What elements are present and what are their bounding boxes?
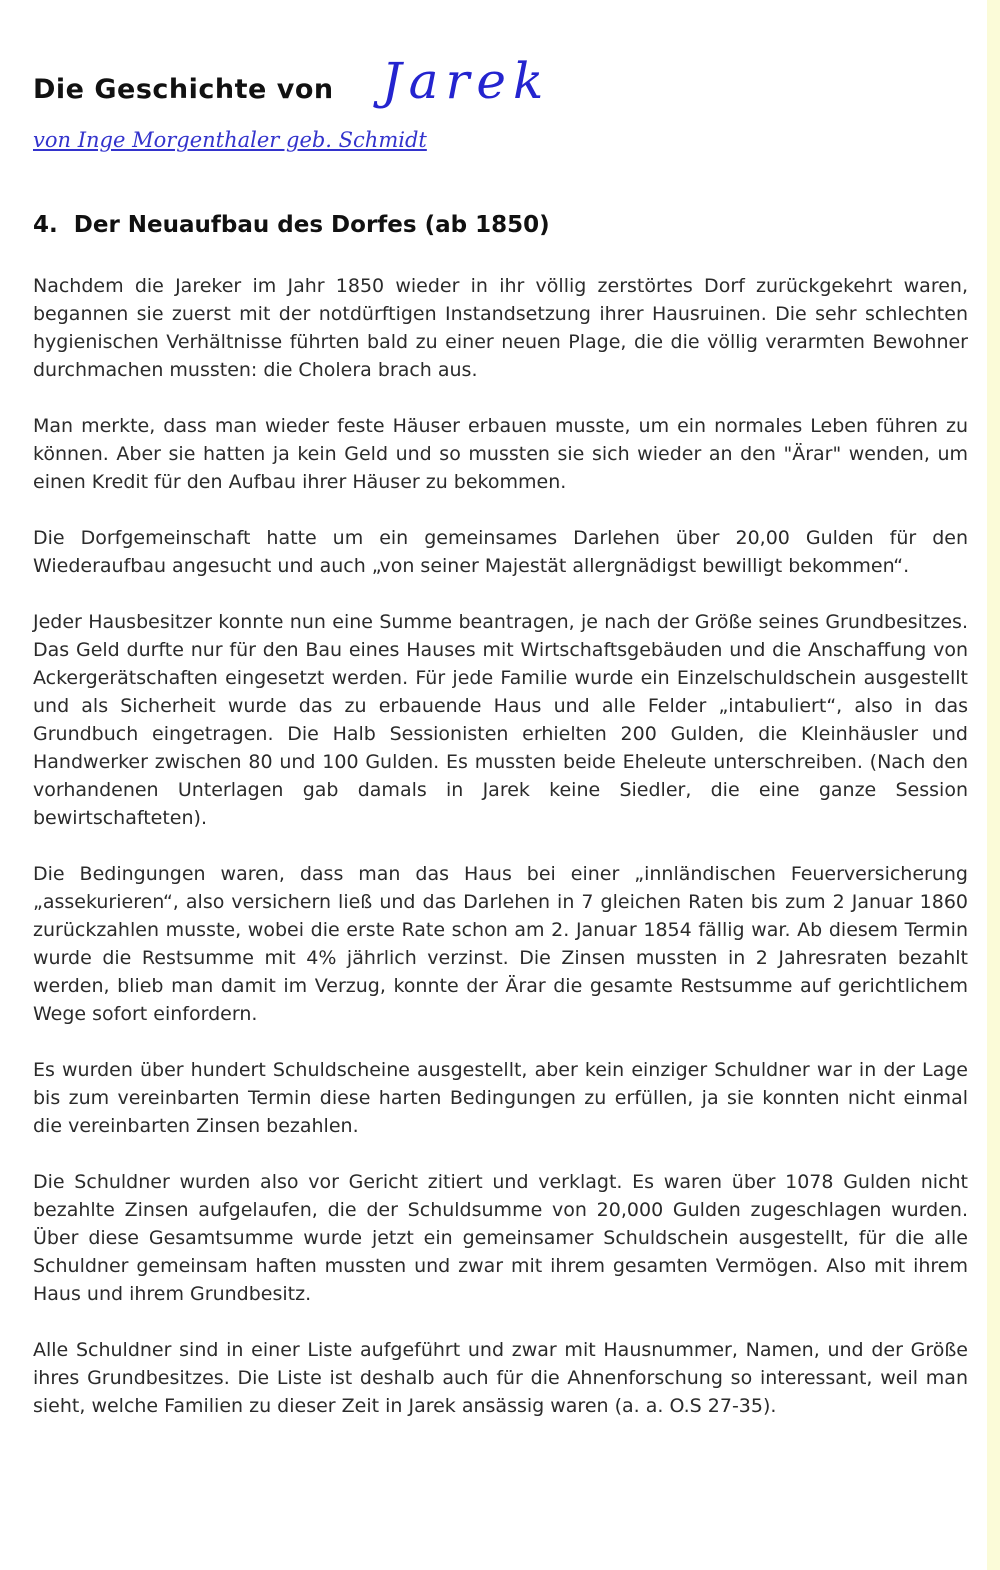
title-prefix: Die Geschichte von — [33, 74, 334, 105]
title-name: Jarek — [381, 52, 551, 110]
body-paragraph: Alle Schuldner sind in einer Liste aufgeführt und zwar mit Hausnummer, Namen, und der Größe ihres Grundbesitzes. Die Liste ist deshalb auch für die Ahnenforschung so interessant, weil man sieht, welche Familien zu dieser Zeit in Jarek ansässig waren (a. a. O.S 27-35). — [33, 1339, 968, 1417]
body-paragraph: Es wurden über hundert Schuldscheine ausgestellt, aber kein einziger Schuldner war in der Lage bis zum vereinbarten Termin diese harten Bedingungen zu erfüllen, ja sie konnten nicht einmal die vereinbarten Zinsen bezahlen. — [33, 1059, 968, 1137]
body-paragraph: Man merkte, dass man wieder feste Häuser erbauen musste, um ein normales Leben führen zu können. Aber sie hatten ja kein Geld und so mussten sie sich wieder an den "Ärar" wenden, um einen Kredit für den Aufbau ihrer Häuser zu bekommen. — [33, 415, 968, 493]
body-paragraph: Jeder Hausbesitzer konnte nun eine Summe beantragen, je nach der Größe seines Grundbesitzes. Das Geld durfte nur für den Bau eines Hauses mit Wirtschaftsgebäuden und die Anschaffung von Ackergerätschaften eingesetzt werden. Für jede Familie wurde ein Einzelschuldschein ausgestellt und als Sicherheit wurde das zu erbauende Haus und alle Felder „intabuliert“, also in das Grundbuch eingetragen. Die Halb Sessionisten erhielten 200 Gulden, die Kleinhäusler und Handwerker zwischen 80 und 100 Gulden. Es mussten beide Eheleute unterschreiben. (Nach den vorhandenen Unterlagen gab damals in Jarek keine Siedler, die eine ganze Session bewirtschafteten). — [33, 611, 968, 829]
byline-author-link[interactable]: von Inge Morgenthaler geb. Schmidt — [33, 128, 427, 152]
body-paragraph: Die Bedingungen waren, dass man das Haus bei einer „innländischen Feuerversicherung „assekurieren“, also versichern ließ und das Darlehen in 7 gleichen Raten bis zum 2 Januar 1860 zurückzahlen musste, wobei die erste Rate schon am 2. Januar 1854 fällig war. Ab diesem Termin wurde die Restsumme mit 4% jährlich verzinst. Die Zinsen mussten in 2 Jahresraten bezahlt werden, blieb man damit im Verzug, konnte der Ärar die gesamte Restsumme auf gerichtlichem Wege sofort einfordern. — [33, 863, 968, 1025]
page-title — [33, 52, 968, 110]
section-heading: 4. Der Neuaufbau des Dorfes (ab 1850) — [33, 212, 550, 238]
body-paragraph: Nachdem die Jareker im Jahr 1850 wieder in ihr völlig zerstörtes Dorf zurückgekehrt waren, begannen sie zuerst mit der notdürftigen Instandsetzung ihrer Hausruinen. Die sehr schlechten hygienischen Verhältnisse führten bald zu einer neuen Plage, die die völlig verarmten Bewohner durchmachen mussten: die Cholera brach aus. — [33, 275, 968, 381]
page-background-strip — [987, 0, 1000, 1570]
body-paragraph: Die Dorfgemeinschaft hatte um ein gemeinsames Darlehen über 20,00 Gulden für den Wiederaufbau angesucht und auch „von seiner Majestät allergnädigst bewilligt bekommen“. — [33, 527, 968, 577]
body-paragraph: Die Schuldner wurden also vor Gericht zitiert und verklagt. Es waren über 1078 Gulden nicht bezahlte Zinsen aufgelaufen, die der Schuldsumme von 20,000 Gulden zugeschlagen wurden. Über diese Gesamtsumme wurde jetzt ein gemeinsamer Schuldschein ausgestellt, für die alle Schuldner gemeinsam haften mussten und zwar mit ihrem gesamten Vermögen. Also mit ihrem Haus und ihrem Grundbesitz. — [33, 1171, 968, 1305]
body-text — [33, 272, 968, 1420]
